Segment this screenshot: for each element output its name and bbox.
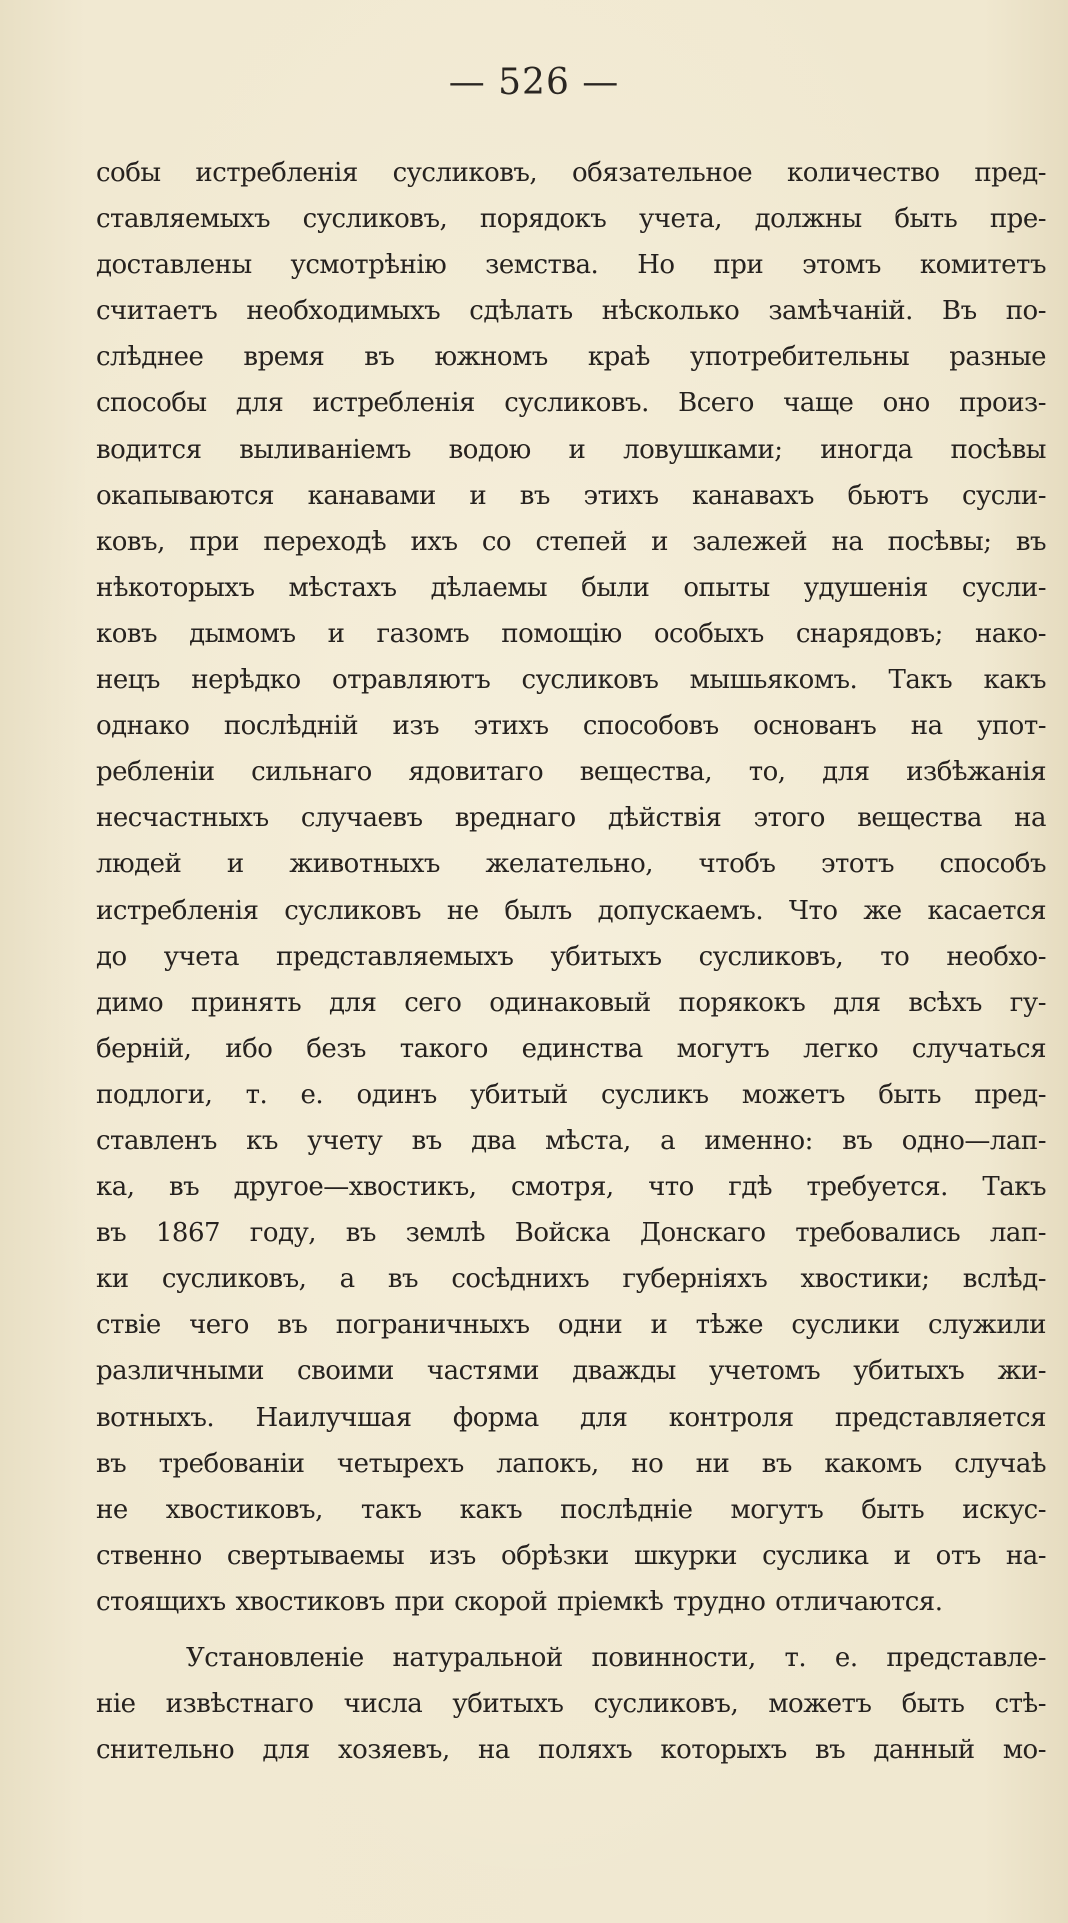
text-line: снительно для хозяевъ, на поляхъ которыхъ въ данный мо- — [96, 1735, 1046, 1766]
text-line: ставляемыхъ сусликовъ, порядокъ учета, должны быть пре- — [96, 204, 1046, 235]
text-line: ребленіи сильнаго ядовитаго вещества, то, для избѣжанія — [96, 757, 1046, 788]
text-line: доставлены усмотрѣнію земства. Но при этомъ комитетъ — [96, 250, 1046, 281]
text-line: ковъ дымомъ и газомъ помощію особыхъ снарядовъ; нако- — [96, 618, 1046, 649]
text-line: различными своими частями дважды учетомъ убитыхъ жи- — [96, 1356, 1046, 1387]
text-line: до учета представляемыхъ убитыхъ сусликовъ, то необхо- — [96, 941, 1046, 972]
text-line: въ требованіи четырехъ лапокъ, но ни въ какомъ случаѣ — [96, 1448, 1046, 1479]
text-line: способы для истребленія сусликовъ. Всего чаще оно произ- — [96, 388, 1046, 419]
paragraph-2 — [96, 1635, 1046, 1773]
text-line: Установленіе натуральной повинности, т. е. представле- — [186, 1643, 1046, 1673]
text-line: стоящихъ хвостиковъ при скорой пріемкѣ трудно отличаются. — [96, 1586, 943, 1617]
text-line: ставленъ къ учету въ два мѣста, а именно: въ одно—лап- — [96, 1125, 1046, 1156]
text-line: слѣднее время въ южномъ краѣ употребительны разные — [96, 342, 1046, 373]
text-line: ніе извѣстнаго числа убитыхъ сусликовъ, можетъ быть стѣ- — [96, 1689, 1046, 1720]
text-line: въ 1867 году, въ землѣ Войска Донскаго требовались лап- — [96, 1218, 1046, 1249]
text-line: ствіе чего въ пограничныхъ одни и тѣже суслики служили — [96, 1310, 1046, 1341]
text-line: окапываются канавами и въ этихъ канавахъ бьютъ сусли- — [96, 480, 1046, 511]
text-line: нѣкоторыхъ мѣстахъ дѣлаемы были опыты удушенія сусли- — [96, 572, 1046, 603]
body-text — [96, 150, 1046, 1773]
text-line: считаетъ необходимыхъ сдѣлать нѣсколько замѣчаній. Въ по- — [96, 296, 1046, 327]
text-line: истребленія сусликовъ не былъ допускаемъ. Что же касается — [96, 895, 1046, 926]
text-line: однако послѣдній изъ этихъ способовъ основанъ на упот- — [96, 711, 1046, 742]
text-line: ственно свертываемы изъ обрѣзки шкурки суслика и отъ на- — [96, 1540, 1046, 1571]
page-number: — 526 — — [448, 62, 620, 103]
text-line: нецъ нерѣдко отравляютъ сусликовъ мышьякомъ. Такъ какъ — [96, 665, 1046, 696]
text-line: людей и животныхъ желательно, чтобъ этотъ способъ — [96, 849, 1046, 880]
paragraph-1 — [96, 150, 1046, 1625]
text-line: вотныхъ. Наилучшая форма для контроля представляется — [96, 1402, 1046, 1433]
text-line: водится выливаніемъ водою и ловушками; иногда посѣвы — [96, 434, 1046, 465]
text-line: берній, ибо безъ такого единства могутъ легко случаться — [96, 1033, 1046, 1064]
text-line: ки сусликовъ, а въ сосѣднихъ губерніяхъ хвостики; вслѣд- — [96, 1264, 1046, 1295]
text-line: ка, въ другое—хвостикъ, смотря, что гдѣ требуется. Такъ — [96, 1172, 1046, 1203]
text-line: собы истребленія сусликовъ, обязательное количество пред- — [96, 158, 1046, 188]
text-line: несчастныхъ случаевъ вреднаго дѣйствія этого вещества на — [96, 803, 1046, 834]
text-line: не хвостиковъ, такъ какъ послѣдніе могутъ быть искус- — [96, 1494, 1046, 1525]
text-line: димо принять для сего одинаковый порякокъ для всѣхъ гу- — [96, 987, 1046, 1018]
text-line: подлоги, т. е. одинъ убитый сусликъ можетъ быть пред- — [96, 1079, 1046, 1110]
text-line: ковъ, при переходѣ ихъ со степей и залежей на посѣвы; въ — [96, 526, 1046, 557]
